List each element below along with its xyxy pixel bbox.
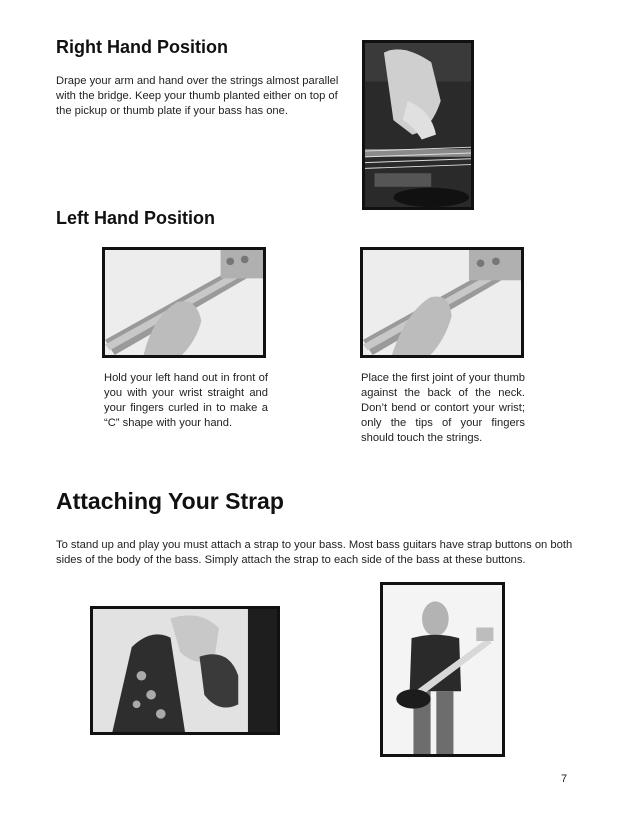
left-hand-caption-1: Hold your left hand out in front of you with your wrist straight and your fingers curled in to make a “C” shape with your hand. (104, 372, 268, 429)
right-hand-heading: Right Hand Position (56, 37, 228, 57)
left-hand-heading: Left Hand Position (56, 208, 215, 228)
strap-button-photo (90, 606, 280, 735)
strap-heading: Attaching Your Strap (56, 488, 284, 514)
page-number: 7 (561, 773, 568, 785)
right-hand-text: Drape your arm and hand over the strings almost parallel with the bridge. Keep your thumb planted either on top of the pickup or thumb plate if your bass has one. (56, 75, 339, 117)
left-hand-photo-1 (102, 247, 266, 358)
left-hand-photo-2 (360, 247, 524, 358)
left-hand-caption-2: Place the first joint of your thumb against the back of the neck. Don’t bend or contort your wrist; only the tips of your fingers should touch the strings. (361, 372, 525, 444)
right-hand-photo (362, 40, 474, 210)
player-with-strap-photo (380, 582, 505, 757)
strap-text: To stand up and play you must attach a strap to your bass. Most bass guitars have strap buttons on both sides of the body of the bass. Simply attach the strap to each side of the bass at these buttons. (56, 539, 573, 566)
